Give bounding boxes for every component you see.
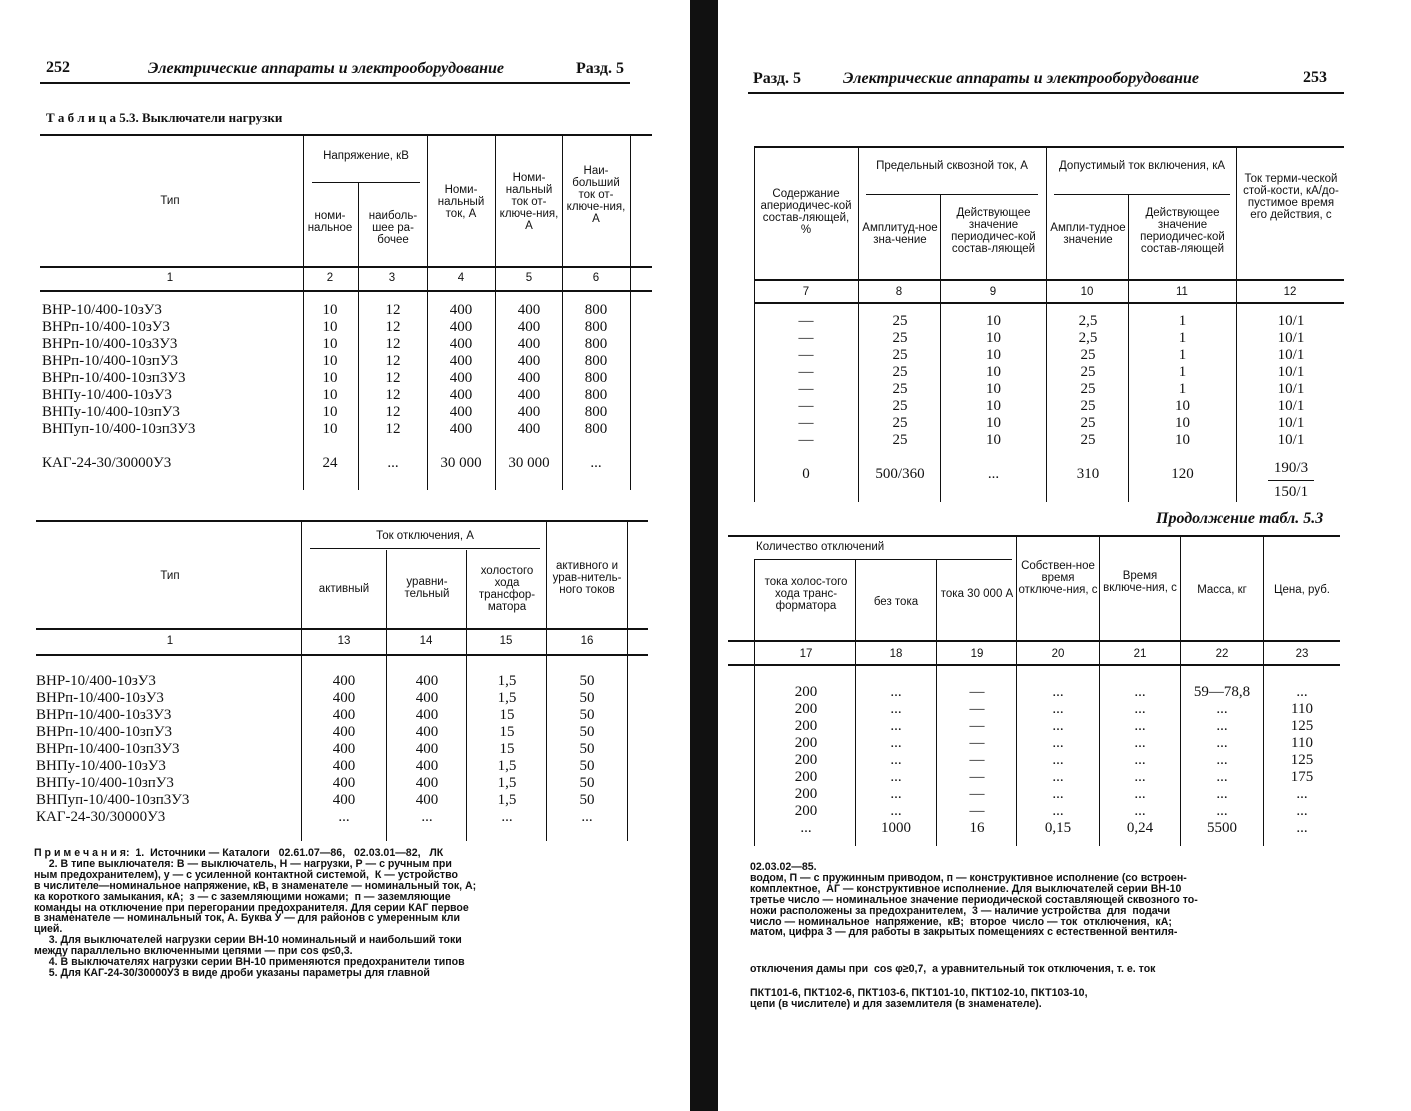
t3-hline: [754, 302, 1344, 304]
t3-thermal-fraction-num: 190/3: [1273, 460, 1309, 476]
t3-vline: [1128, 195, 1129, 502]
t4-num: 20: [1051, 648, 1065, 660]
t2-col-noload: 1,5 1,5 15 15 15 1,5 1,5 1,5 ...: [497, 673, 517, 825]
t4-header-nocurrent: без тока: [873, 596, 919, 608]
t2-col-active-eq: 50 50 50 50 50 50 50 50 ...: [579, 673, 595, 825]
t2-vline: [386, 550, 387, 841]
table-4-top-rule: [728, 535, 1340, 537]
t2-num: 13: [337, 635, 351, 647]
t4-num: 21: [1133, 648, 1147, 660]
t4-vline: [1099, 536, 1100, 846]
header-rule: [40, 82, 630, 84]
table-3-top-rule: [754, 146, 1344, 148]
t1-vline: [562, 135, 563, 490]
header-rule: [748, 92, 1344, 94]
section-label: Разд. 5: [576, 60, 625, 77]
t4-num: 17: [799, 648, 813, 660]
t3-header-eff2: Действующее значение периодичес-кой состав-ляющей: [1140, 207, 1225, 255]
t2-header-type: Тип: [160, 570, 180, 582]
t3-col-eff2: 1 1 1 1 1 10 10 10 120: [1171, 313, 1194, 482]
book-spine: [690, 0, 718, 1111]
t4-header-on: Время включе-ния, с: [1103, 570, 1177, 594]
t2-num: 16: [580, 635, 594, 647]
t4-vline: [855, 560, 856, 846]
t2-vline: [627, 521, 628, 841]
t2-hline: [310, 548, 540, 549]
t4-hline: [754, 559, 1012, 560]
t2-num: 15: [499, 635, 513, 647]
t2-header-active-eq: активного и урав-нитель-ного токов: [552, 560, 622, 596]
t1-col-type: ВНР-10/400-10зУ3 ВНРп-10/400-10зУ3 ВНРп-10/400-10з3У3 ВНРп-10/400-10зпУ3 ВНРп-10/400-10зп3У3 ВНПу-10/400-10зУ3 ВНПу-10/400-10зпУ3 ВНПуп-10/400-10зп3У3 КАГ-24-30/30000У3: [42, 302, 196, 471]
t1-vline: [358, 182, 359, 490]
t4-col-noload: 200 200 200 200 200 200 200 200 ...: [794, 684, 818, 836]
t2-header-active: активный: [318, 583, 370, 595]
t3-vline: [858, 147, 859, 502]
t1-header-nominal: номи-нальное: [307, 210, 353, 234]
t2-col-active: 400 400 400 400 400 400 400 400 ...: [332, 673, 356, 825]
t2-header-breaking-current: Ток отключения, А: [376, 530, 474, 542]
t3-num: 11: [1176, 286, 1188, 298]
t1-header-breaking: Номи-нальный ток от-ключе-ния, А: [499, 172, 559, 232]
table-2-top-rule: [36, 520, 648, 522]
t1-num: 3: [388, 272, 396, 284]
page-number: 253: [1303, 69, 1327, 86]
t3-col-thermal: 10/1 10/1 10/1 10/1 10/1 10/1 10/1 10/1: [1277, 313, 1305, 448]
t4-hline: [728, 664, 1340, 666]
t4-header-own: Собствен-ное время отключе-ния, с: [1018, 560, 1098, 596]
t3-vline: [754, 147, 755, 502]
t1-num: 2: [326, 272, 334, 284]
page-number: 252: [46, 59, 70, 76]
t1-header-type: Тип: [160, 195, 180, 207]
left-page: [0, 0, 690, 1111]
t1-num: 5: [525, 272, 533, 284]
continuation-label: Продолжение табл. 5.3: [1156, 510, 1324, 527]
t4-header-noload: тока холос-того хода транс-форматора: [764, 576, 848, 612]
fraction-bar: [1268, 480, 1314, 481]
t4-col-30000: — — — — — — — — 16: [969, 684, 985, 836]
t4-header-mass: Масса, кг: [1197, 584, 1247, 596]
t4-col-price: ... 110 125 110 125 175 ... ... ...: [1290, 684, 1314, 836]
running-title: Электрические аппараты и электрооборудование: [148, 60, 504, 77]
t3-vline: [1236, 147, 1237, 502]
table-title: Т а б л и ц а 5.3. Выключатели нагрузки: [46, 110, 283, 125]
t1-col-nominal: 10 10 10 10 10 10 10 10 24: [322, 302, 338, 471]
t1-hline: [40, 290, 652, 292]
t2-hline: [36, 654, 648, 656]
t3-col-amp2: 2,5 2,5 25 25 25 25 25 25 310: [1076, 313, 1100, 482]
t1-vline: [630, 135, 631, 490]
t3-hline: [866, 194, 1038, 195]
t2-num: 14: [419, 635, 433, 647]
t1-col-highest: 12 12 12 12 12 12 12 12 ...: [385, 302, 401, 471]
t2-col-equalizing: 400 400 400 400 400 400 400 400 ...: [415, 673, 439, 825]
t3-hline: [1054, 194, 1230, 195]
t1-vline: [303, 135, 304, 490]
t4-vline: [1180, 536, 1181, 846]
right-page: [718, 0, 1411, 1111]
t3-header-thermal: Ток терми-ческой стой-кости, кА/до-пустимое время его действия, с: [1243, 173, 1339, 221]
t1-header-max-breaking: Наи-больший ток от-ключе-ния, А: [566, 165, 626, 225]
t2-num: 1: [166, 635, 174, 647]
t4-col-on: ... ... ... ... ... ... ... ... 0,24: [1126, 684, 1154, 836]
t3-thermal-fraction-den: 150/1: [1273, 484, 1309, 500]
t3-header-aperiodic: Содержание апериодичес-кой состав-ляющей, %: [760, 188, 852, 236]
t3-vline: [1046, 147, 1047, 502]
t3-num: 12: [1283, 286, 1297, 298]
t1-num: 4: [457, 272, 465, 284]
t4-vline: [1263, 536, 1264, 846]
notes-continued-2: отключения дамы при cos φ≥0,7, а уравнительный ток отключения, т. е. ток: [750, 964, 1156, 975]
t2-header-noload: холостого хода трансфор-матора: [478, 565, 536, 613]
t4-header-count: Количество отключений: [756, 541, 885, 553]
t2-col-type: ВНР-10/400-10зУ3 ВНРп-10/400-10зУ3 ВНРп-10/400-10з3У3 ВНРп-10/400-10зпУ3 ВНРп-10/400-10зп3У3 ВНПу-10/400-10зУ3 ВНПу-10/400-10зпУ3 ВНПуп-10/400-10зп3У3 КАГ-24-30/30000У3: [36, 673, 190, 825]
t2-hline: [36, 628, 648, 630]
t1-header-current: Номи-нальный ток, А: [437, 184, 485, 220]
t1-vline: [427, 135, 428, 490]
t1-col-current: 400 400 400 400 400 400 400 400 30 000: [440, 302, 482, 471]
t1-hline: [40, 266, 652, 268]
t4-num: 23: [1295, 648, 1309, 660]
t3-num: 8: [895, 286, 903, 298]
t4-header-price: Цена, руб.: [1274, 584, 1330, 596]
notes-continued-3: ПКТ101-6, ПКТ102-6, ПКТ103-6, ПКТ101-10, ПКТ102-10, ПКТ103-10, цепи (в числителе) и для заземлителя (в знаменателе).: [750, 988, 1088, 1010]
notes: П р и м е ч а н и я: 1. Источники — Каталоги 02.61.07—86, 02.03.01—82, ЛК 2. В типе выключателя: В — выключатель, Н — нагрузки, Р — с ручным при ным предохранителем), у — с усиленной контактной системой, К — устройство в числителе—номинальное напряжение, кВ, в знаменателе — номинальный ток, А; ка короткого замыкания, кА; з — с заземляющими ножами; п — заземляющие команды на отключение при перегорании предохранителя. Для серии КАГ первое в знаменателе — номинальный ток, А. Буква У — для районов с умеренным кли цией. 3. Для выключателей нагрузки серии ВН-10 номинальный и наибольший токи между параллельно включенными цепями — при cos φ≤0,3. 4. В выключателях нагрузки серии ВН-10 применяются предохранители типов 5. Для КАГ-24-30/30000У3 в виде дроби указаны параметры для главной: [34, 848, 477, 979]
t3-col-eff: 10 10 10 10 10 10 10 10 ...: [986, 313, 1001, 482]
t4-vline: [754, 560, 755, 846]
t2-vline: [466, 550, 467, 841]
notes-continued: 02.03.02—85. водом, П — с пружинным приводом, п — конструктивное исполнение (со встроен- комплектное, АГ — конструктивное исполнение. Для выключателей серии ВН-10 третье число — номинальное значение периодической составляющей сквозного то- ножи расположены за предохранителем, 3 — наличие устройства для подачи число — номинальное напряжение, кВ; второе число — ток отключения, кА; матом, цифра 3 — для работы в закрытых помещениях с естественной вентиля-: [750, 862, 1198, 939]
t3-header-amp: Амплитуд-ное зна-чение: [862, 222, 938, 246]
t3-vline: [940, 195, 941, 502]
t4-num: 19: [970, 648, 984, 660]
t1-col-max-breaking: 800 800 800 800 800 800 800 800 ...: [584, 302, 608, 471]
t2-vline: [546, 521, 547, 841]
t4-col-nocurrent: ... ... ... ... ... ... ... ... 1000: [881, 684, 911, 836]
t3-col-aperiodic: — — — — — — — — 0: [798, 313, 814, 482]
t4-header-30000: тока 30 000 А: [940, 588, 1014, 600]
t4-hline: [728, 640, 1340, 642]
t1-num: 6: [592, 272, 600, 284]
t1-header-voltage: Напряжение, кВ: [323, 150, 409, 162]
t3-header-amp2: Ампли-тудное значение: [1050, 222, 1126, 246]
t1-col-breaking: 400 400 400 400 400 400 400 400 30 000: [508, 302, 550, 471]
t3-header-eff: Действующее значение периодичес-кой состав-ляющей: [951, 207, 1036, 255]
t4-col-own: ... ... ... ... ... ... ... ... 0,15: [1044, 684, 1072, 836]
t4-col-mass: 59—78,8 ... ... ... ... ... ... ... 5500: [1193, 684, 1251, 836]
t2-vline: [301, 521, 302, 841]
t4-num: 22: [1215, 648, 1229, 660]
section-label: Разд. 5: [753, 70, 802, 87]
t2-header-equalizing: уравни-тельный: [404, 576, 450, 600]
t4-num: 18: [889, 648, 903, 660]
t3-num: 10: [1080, 286, 1094, 298]
t1-num: 1: [166, 272, 174, 284]
t3-header-through: Предельный сквозной ток, А: [876, 160, 1028, 172]
t3-num: 9: [989, 286, 997, 298]
t1-vline: [495, 135, 496, 490]
t4-vline: [936, 560, 937, 846]
t3-num: 7: [802, 286, 810, 298]
t1-header-highest: наиболь-шее ра-бочее: [368, 210, 418, 246]
t4-vline: [1016, 536, 1017, 846]
t3-header-making: Допустимый ток включения, кА: [1059, 160, 1225, 172]
running-title: Электрические аппараты и электрооборудование: [843, 70, 1199, 87]
t1-hline: [312, 182, 420, 183]
t3-hline: [754, 279, 1344, 281]
t3-col-amp: 25 25 25 25 25 25 25 25 500/360: [875, 313, 925, 482]
table-1-top-rule: [40, 134, 652, 136]
